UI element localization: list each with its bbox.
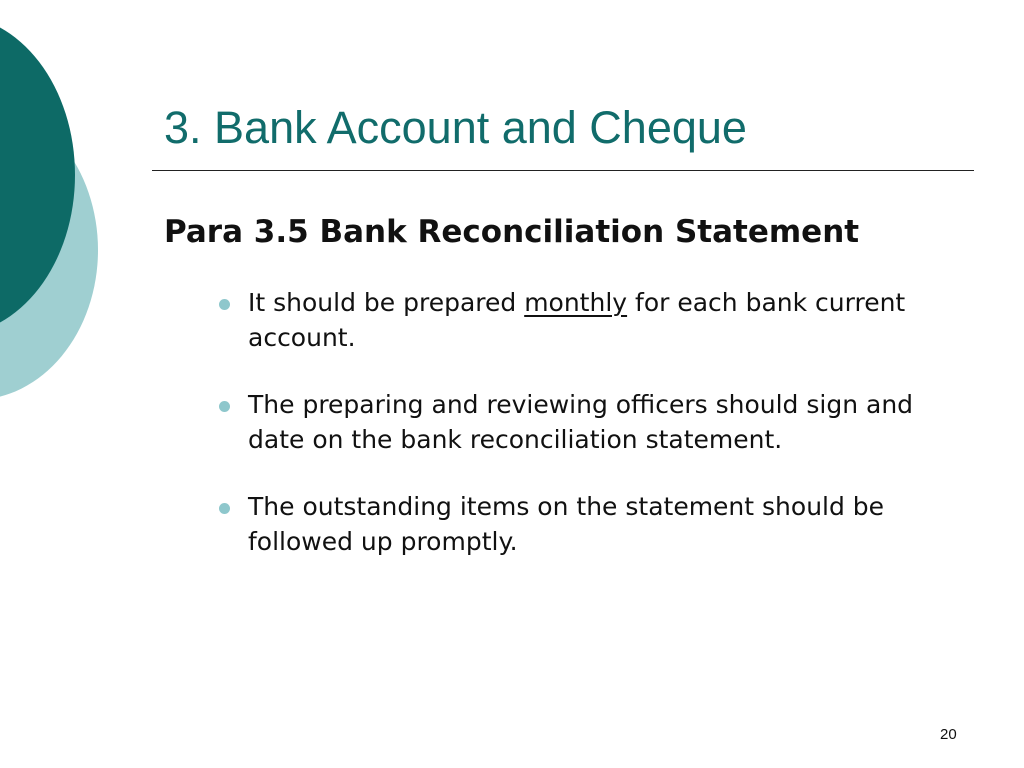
slide-title: 3. Bank Account and Cheque <box>164 102 747 153</box>
section-heading: Para 3.5 Bank Reconciliation Statement <box>164 214 860 250</box>
bullet-text: The outstanding items on the statement should be followed up promptly. <box>248 492 885 556</box>
title-divider <box>152 170 974 171</box>
bullet-text-after: for each bank current account. <box>248 288 906 352</box>
bullet-item-outstanding <box>215 489 975 559</box>
bullet-item-signing <box>215 387 975 457</box>
bullet-icon <box>219 401 230 412</box>
underlined-keyword: monthly <box>524 288 628 317</box>
page-number: 20 <box>940 726 957 743</box>
bullet-item-monthly <box>215 285 975 355</box>
bullet-icon <box>219 503 230 514</box>
bullet-text: The preparing and reviewing officers should sign and date on the bank reconciliation statement. <box>248 390 914 454</box>
bullet-list <box>215 285 975 591</box>
bullet-icon <box>219 299 230 310</box>
bullet-text-before: It should be prepared <box>248 288 525 317</box>
